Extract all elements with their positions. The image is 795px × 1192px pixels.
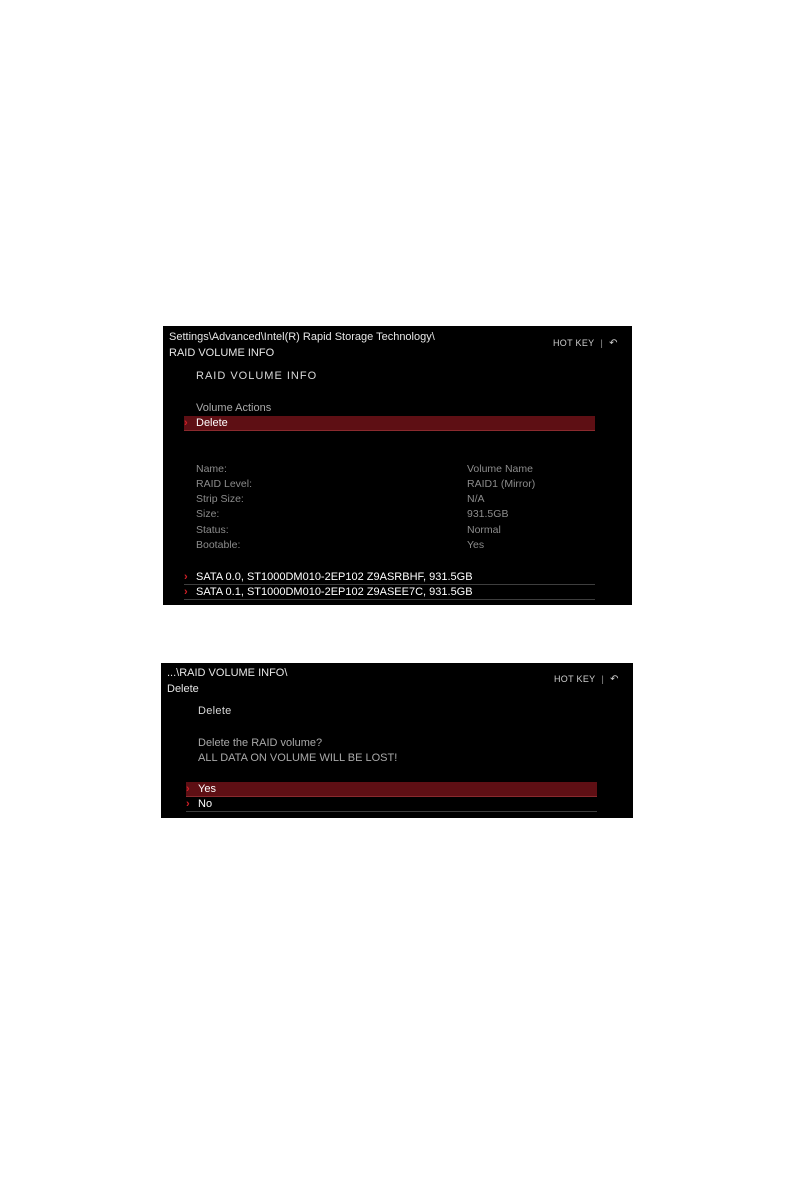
breadcrumb-path: ...\RAID VOLUME INFO\ [167, 667, 288, 679]
delete-confirm-panel [161, 663, 633, 818]
disk-label: SATA 0.0, ST1000DM010-2EP102 Z9ASRBHF, 931.5GB [196, 571, 473, 583]
info-value-raid-level: RAID1 (Mirror) [467, 478, 536, 490]
chevron-right-icon: › [184, 417, 188, 429]
section-title: RAID VOLUME INFO [196, 370, 318, 382]
info-value-bootable: Yes [467, 539, 485, 551]
info-value-size: 931.5GB [467, 508, 509, 520]
chevron-right-icon: › [184, 586, 188, 598]
back-icon[interactable]: ↶ [610, 674, 619, 685]
no-label: No [198, 798, 213, 810]
hotkey-bar [553, 338, 618, 349]
delete-menu-item[interactable] [184, 416, 595, 431]
info-key-bootable: Bootable: [196, 539, 241, 551]
chevron-right-icon: › [186, 798, 190, 810]
disk-label: SATA 0.1, ST1000DM010-2EP102 Z9ASEE7C, 931.5GB [196, 586, 473, 598]
info-key-name: Name: [196, 463, 227, 475]
back-icon[interactable]: ↶ [609, 338, 618, 349]
info-key-status: Status: [196, 524, 229, 536]
section-title: Delete [198, 705, 232, 717]
info-key-size: Size: [196, 508, 220, 520]
hotkey-separator: | [601, 674, 605, 684]
yes-label: Yes [198, 783, 216, 795]
breadcrumb-path: Settings\Advanced\Intel(R) Rapid Storage Technology\ [169, 331, 435, 343]
hotkey-separator: | [600, 338, 604, 348]
chevron-right-icon: › [184, 571, 188, 583]
data-loss-warning: ALL DATA ON VOLUME WILL BE LOST! [198, 752, 398, 764]
info-value-status: Normal [467, 524, 501, 536]
yes-option[interactable] [186, 782, 597, 797]
info-value-strip-size: N/A [467, 493, 485, 505]
raid-volume-info-panel [163, 326, 632, 605]
hotkey-button[interactable]: HOT KEY [553, 338, 595, 348]
page-title: Delete [167, 683, 199, 695]
disk-item[interactable] [184, 585, 595, 600]
delete-question: Delete the RAID volume? [198, 737, 323, 749]
chevron-right-icon: › [186, 783, 190, 795]
info-key-raid-level: RAID Level: [196, 478, 253, 490]
hotkey-bar [554, 674, 619, 685]
no-option[interactable] [186, 797, 597, 812]
disk-item[interactable] [184, 570, 595, 585]
volume-actions-label: Volume Actions [196, 402, 272, 414]
info-value-name: Volume Name [467, 463, 533, 475]
page-title: RAID VOLUME INFO [169, 347, 275, 359]
hotkey-button[interactable]: HOT KEY [554, 674, 596, 684]
info-key-strip-size: Strip Size: [196, 493, 244, 505]
delete-label: Delete [196, 417, 228, 429]
